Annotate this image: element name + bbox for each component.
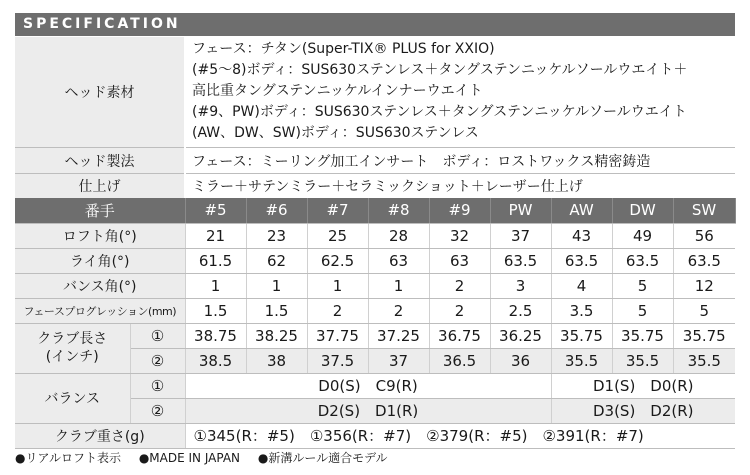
club-length-cell: 35.75: [673, 323, 735, 348]
club-length-cell: 38.75: [185, 323, 246, 348]
club-number-cell: #8: [368, 198, 429, 223]
loft-label: ロフト角(°): [15, 223, 185, 248]
club-length-cell: 38.25: [246, 323, 307, 348]
club-length-cell: 35.5: [612, 348, 673, 373]
club-length-cell: 35.5: [551, 348, 612, 373]
club-number-cell: #6: [246, 198, 307, 223]
footnote-item: ●リアルロフト表示: [15, 451, 121, 465]
club-number-header-label: 番手: [15, 198, 185, 223]
loft-row: [15, 223, 735, 248]
lie-cell: 63.5: [612, 248, 673, 273]
club-length-cell: 38.5: [185, 348, 246, 373]
club-length-cell: 35.75: [612, 323, 673, 348]
lie-cell: 63: [368, 248, 429, 273]
club-length-cell: 35.5: [673, 348, 735, 373]
head-material-line: 高比重タングステンニッケルインナーウエイト: [192, 83, 483, 99]
club-length-cell: 37: [368, 348, 429, 373]
balance-label: バランス: [15, 373, 130, 423]
head-material-line: (AW、DW、SW)ボディ：SUS630ステンレス: [192, 125, 479, 141]
progression-cell: 2: [429, 298, 490, 323]
balance-marker: ②: [130, 398, 185, 423]
club-length-marker: ①: [130, 323, 185, 348]
progression-cell: 2: [368, 298, 429, 323]
progression-cell: 5: [612, 298, 673, 323]
club-length-cell: 35.75: [551, 323, 612, 348]
head-process-row: [15, 148, 735, 174]
club-number-cell: #9: [429, 198, 490, 223]
lie-label: ライ角(°): [15, 248, 185, 273]
progression-label: フェースプログレッション(mm): [15, 298, 185, 323]
finish-value: ミラー＋サテンミラー＋セラミックショット＋レーザー仕上げ: [185, 174, 735, 199]
bounce-cell: 1: [307, 273, 368, 298]
bounce-cell: 5: [612, 273, 673, 298]
lie-cell: 62.5: [307, 248, 368, 273]
club-length-cell: 37.25: [368, 323, 429, 348]
club-number-cell: DW: [612, 198, 673, 223]
club-number-header-row: [15, 198, 735, 223]
loft-cell: 25: [307, 223, 368, 248]
footnotes: [15, 449, 402, 466]
balance-marker: ①: [130, 373, 185, 398]
club-number-cell: PW: [490, 198, 551, 223]
head-material-line: フェース：チタン(Super-TIX® PLUS for XXIO): [192, 41, 495, 57]
loft-cell: 32: [429, 223, 490, 248]
balance-row-1: [15, 373, 735, 398]
head-material-row: [15, 37, 735, 148]
balance-value-left: D2(S) D1(R): [185, 398, 551, 423]
club-spec-grid: [15, 198, 736, 449]
head-material-value: [185, 37, 735, 148]
progression-cell: 1.5: [185, 298, 246, 323]
lie-cell: 63.5: [551, 248, 612, 273]
loft-cell: 43: [551, 223, 612, 248]
lie-cell: 62: [246, 248, 307, 273]
head-material-line: (#5〜8)ボディ：SUS630ステンレス＋タングステンニッケルソールウエイト＋: [192, 62, 688, 78]
club-weight-label: クラブ重さ(g): [15, 423, 185, 448]
club-length-cell: 36.75: [429, 323, 490, 348]
balance-value-left: D0(S) C9(R): [185, 373, 551, 398]
progression-row: [15, 298, 735, 323]
club-weight-row: [15, 423, 735, 448]
club-number-cell: AW: [551, 198, 612, 223]
bounce-cell: 1: [185, 273, 246, 298]
footnote-item: ●新溝ルール適合モデル: [257, 451, 388, 465]
club-number-cell: SW: [673, 198, 735, 223]
club-number-cell: #5: [185, 198, 246, 223]
head-material-line: (#9、PW)ボディ：SUS630ステンレス＋タングステンニッケルソールウエイト: [192, 104, 687, 120]
loft-cell: 56: [673, 223, 735, 248]
club-length-cell: 38: [246, 348, 307, 373]
lie-cell: 61.5: [185, 248, 246, 273]
progression-cell: 5: [673, 298, 735, 323]
material-spec-table: [15, 37, 735, 199]
finish-row: [15, 174, 735, 199]
lie-cell: 63.5: [490, 248, 551, 273]
club-length-cell: 36.25: [490, 323, 551, 348]
balance-value-right: D1(S) D0(R): [551, 373, 735, 398]
club-length-row-1: [15, 323, 735, 348]
loft-cell: 49: [612, 223, 673, 248]
progression-cell: 2: [307, 298, 368, 323]
loft-cell: 28: [368, 223, 429, 248]
club-length-cell: 36: [490, 348, 551, 373]
balance-value-right: D3(S) D2(R): [551, 398, 735, 423]
lie-cell: 63: [429, 248, 490, 273]
bounce-row: [15, 273, 735, 298]
bounce-cell: 1: [246, 273, 307, 298]
lie-cell: 63.5: [673, 248, 735, 273]
club-length-marker: ②: [130, 348, 185, 373]
club-length-cell: 37.5: [307, 348, 368, 373]
section-title: SPECIFICATION: [15, 13, 735, 36]
bounce-cell: 3: [490, 273, 551, 298]
progression-cell: 1.5: [246, 298, 307, 323]
loft-cell: 21: [185, 223, 246, 248]
progression-cell: 3.5: [551, 298, 612, 323]
club-length-cell: 37.75: [307, 323, 368, 348]
head-process-label: ヘッド製法: [15, 148, 185, 174]
bounce-cell: 12: [673, 273, 735, 298]
club-weight-value: ①345(R：#5) ①356(R：#7) ②379(R：#5) ②391(R：#7): [185, 423, 735, 448]
club-length-label: [15, 323, 130, 373]
club-length-label-line: クラブ長さ: [37, 331, 108, 347]
club-number-cell: #7: [307, 198, 368, 223]
loft-cell: 23: [246, 223, 307, 248]
lie-row: [15, 248, 735, 273]
bounce-label: バンス角(°): [15, 273, 185, 298]
loft-cell: 37: [490, 223, 551, 248]
bounce-cell: 4: [551, 273, 612, 298]
club-length-label-line: (インチ): [45, 349, 99, 365]
club-length-cell: 36.5: [429, 348, 490, 373]
finish-label: 仕上げ: [15, 174, 185, 199]
head-process-value: フェース：ミーリング加工インサート ボディ：ロストワックス精密鋳造: [185, 148, 735, 174]
progression-cell: 2.5: [490, 298, 551, 323]
footnote-item: ●MADE IN JAPAN: [138, 451, 241, 465]
bounce-cell: 1: [368, 273, 429, 298]
head-material-label: ヘッド素材: [15, 37, 185, 148]
bounce-cell: 2: [429, 273, 490, 298]
